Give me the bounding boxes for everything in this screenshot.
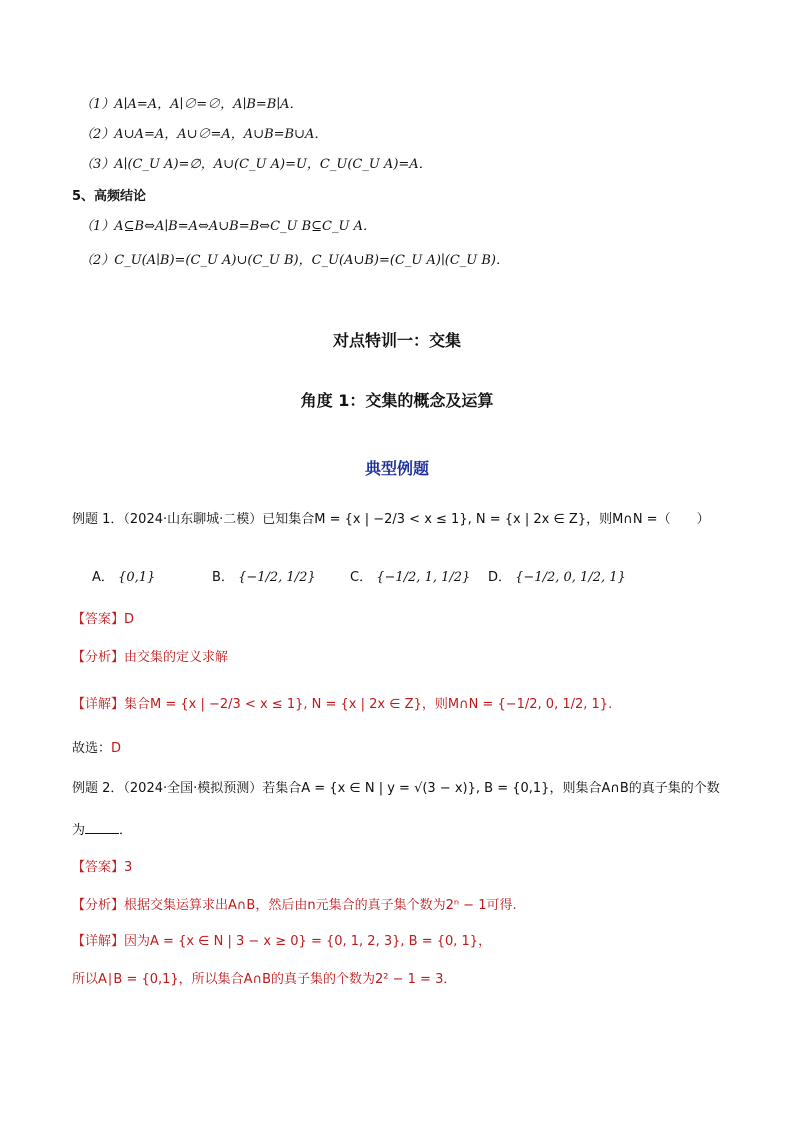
answer-tag: 【答案】 xyxy=(72,860,125,875)
example-1-analysis xyxy=(72,649,228,667)
examples-heading: 典型例题 xyxy=(364,459,429,478)
stem-suffix: ． xyxy=(119,823,133,838)
option-d-label: D． xyxy=(488,570,512,585)
choice-value: D xyxy=(111,741,122,756)
option-b-label: B． xyxy=(212,570,234,585)
section-5-title: 5、高频结论 xyxy=(72,189,147,204)
example-1-stem: 例题 1．（2024·山东聊城·二模）已知集合M = {x | −2/3 < x ≤ 1}, N = {x | 2x ∈ Z}，则M∩N =（ ） xyxy=(72,512,710,527)
example-2-analysis xyxy=(72,897,517,915)
option-a-text: {0,1} xyxy=(118,570,156,585)
subsection-heading: 角度 1：交集的概念及运算 xyxy=(300,391,494,410)
answer-tag: 【答案】 xyxy=(72,612,125,627)
detail-text: 集合M = {x | −2/3 < x ≤ 1}, N = {x | 2x ∈ Z}，则M∩N = {−1/2, 0, 1/2, 1}. xyxy=(124,697,613,712)
option-d xyxy=(488,566,626,585)
analysis-text: 由交集的定义求解 xyxy=(124,650,229,665)
option-c-text: {−1/2, 1, 1/2} xyxy=(376,570,471,585)
analysis-tag: 【分析】 xyxy=(72,650,125,665)
example-2-answer xyxy=(72,859,132,877)
option-a xyxy=(92,566,155,585)
fill-blank xyxy=(85,821,119,834)
detail-text: 因为A = {x ∈ N | 3 − x ≥ 0} = {0, 1, 2, 3}, B = {0, 1}， xyxy=(124,934,492,949)
choice-prefix: 故选： xyxy=(72,741,112,756)
option-c-label: C． xyxy=(350,570,373,585)
example-2-final: 所以A∣B = {0,1}，所以集合A∩B的真子集的个数为2² − 1 = 3． xyxy=(72,972,457,987)
example-1-choice xyxy=(72,740,121,758)
conclusion-line-2: （2）C_U(A∣B)=(C_U A)∪(C_U B)，C_U(A∪B)=(C_U A)∣(C_U B)． xyxy=(80,253,509,268)
property-line-1: （1）A∣A=A，A∣∅=∅，A∣B=B∣A． xyxy=(80,97,303,112)
example-1-detail xyxy=(72,696,612,714)
property-line-2: （2）A∪A=A，A∪∅=A，A∪B=B∪A． xyxy=(80,127,328,142)
option-a-label: A． xyxy=(92,570,114,585)
option-b xyxy=(212,566,316,585)
example-1-answer xyxy=(72,611,134,629)
detail-tag: 【详解】 xyxy=(72,934,125,949)
example-2-stem: 例题 2．（2024·全国·模拟预测）若集合A = {x ∈ N | y = √(3 − x)}, B = {0,1}，则集合A∩B的真子集的个数 xyxy=(72,781,720,796)
conclusion-line-1: （1）A⊆B⇔A∣B=A⇔A∪B=B⇔C_U B⊆C_U A． xyxy=(80,219,376,234)
analysis-text: 根据交集运算求出A∩B，然后由n元集合的真子集个数为2ⁿ − 1可得. xyxy=(124,898,517,913)
analysis-tag: 【分析】 xyxy=(72,898,125,913)
stem-prefix: 为 xyxy=(72,823,86,838)
answer-value: 3 xyxy=(124,860,133,875)
option-c xyxy=(350,566,470,585)
example-2-detail xyxy=(72,933,491,951)
detail-tag: 【详解】 xyxy=(72,697,125,712)
section-heading: 对点特训一：交集 xyxy=(332,331,461,350)
example-2-stem-continued xyxy=(72,821,132,840)
option-d-text: {−1/2, 0, 1/2, 1} xyxy=(515,570,626,585)
option-b-text: {−1/2, 1/2} xyxy=(238,570,316,585)
property-line-3: （3）A∣(C_U A)=∅，A∪(C_U A)=U，C_U(C_U A)=A． xyxy=(80,157,432,172)
answer-value: D xyxy=(124,612,135,627)
